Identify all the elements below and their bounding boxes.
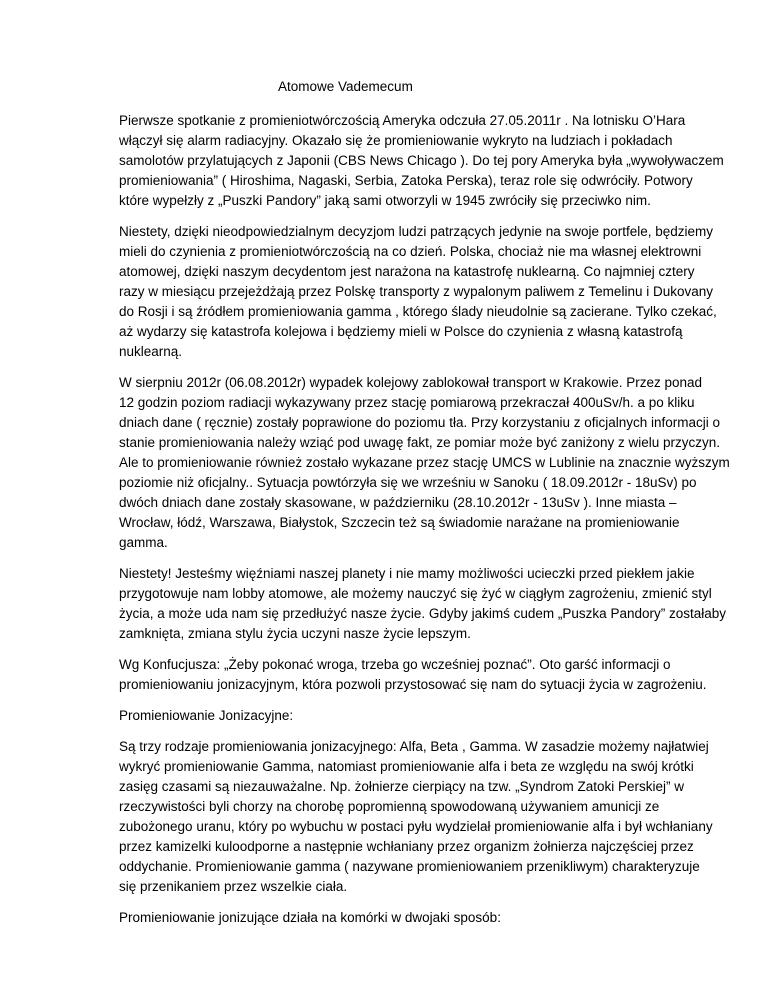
paragraph [119,737,713,897]
text-line: Promieniowanie jonizujące działa na komórki w dwojaki sposób: [119,910,501,925]
paragraph [119,222,717,362]
text-line: samolotów przylatujących z Japonii (CBS News Chicago ). Do tej pory Ameryka była „wywoływaczem [119,153,724,168]
text-line: atomowej, dzięki naszym decydentom jest narażona na katastrofę nuklearną. Co najmniej cztery [119,264,695,279]
text-line: Pierwsze spotkanie z promieniotwórczością Ameryka odczuła 27.05.2011r . Na lotnisku O’Hara [119,113,686,128]
text-line: wykryć promieniowanie Gamma, natomiast promieniowanie alfa i beta ze względu na swój krótki [119,759,694,774]
text-line: dwóch dniach dane zostały skasowane, w październiku (28.10.2012r - 13uSv ). Inne miasta – [119,495,677,510]
text-line: aż wydarzy się katastrofa kolejowa i będziemy mieli w Polsce do czynienia z własną katastrofą [119,324,683,339]
paragraph [119,564,727,644]
text-line: Niestety! Jesteśmy więźniami naszej planety i nie mamy możliwości ucieczki przed piekłem jakie [119,566,695,581]
text-line: Promieniowanie Jonizacyjne: [119,708,294,723]
text-line: promieniowania” ( Hiroshima, Nagaski, Serbia, Zatoka Perska), teraz role się odwróciły. Potwory [119,173,693,188]
text-line: Niestety, dzięki nieodpowiedzialnym decyzjom ludzi patrzących jedynie na swoje portfele, będziemy [119,224,714,239]
text-line: 12 godzin poziom radiacji wykazywany przez stację pomiarową przekraczał 400uSv/h. a po kliku [119,395,695,410]
text-line: Wg Konfucjusza: „Żeby pokonać wroga, trzeba go wcześniej poznać”. Oto garść informacji o [119,657,671,672]
document-title: Atomowe Vademecum [278,79,413,94]
paragraph [119,908,664,928]
text-line: które wypełzły z „Puszki Pandory” jaką sami otworzyli w 1945 zwróciły się przeciwko nim. [119,193,651,208]
text-line: razy w miesiącu przejeżdżają przez Polskę transporty z wypalonym paliwem z Temelinu i Dukovany [119,284,713,299]
paragraph [119,706,664,726]
text-line: przygotowuje nam lobby atomowe, ale możemy nauczyć się żyć w ciągłym zagrożeniu, zmienić styl [119,586,712,601]
paragraph [119,111,724,211]
text-line: promieniowaniu jonizacyjnym, która pozwoli przystosować się nam do sytuacji życia w zagrożeniu. [119,677,707,692]
text-line: mieli do czynienia z promieniotwórczością na co dzień. Polska, chociaż nie ma własnej elektrowni [119,244,702,259]
text-line: W sierpniu 2012r (06.08.2012r) wypadek kolejowy zablokował transport w Krakowie. Przez ponad [119,375,703,390]
text-line: Wrocław, łódź, Warszawa, Białystok, Szczecin też są świadomie narażane na promieniowanie [119,515,680,530]
text-line: gamma. [119,535,168,550]
paragraph [119,373,730,553]
text-line: zubożonego uranu, który po wybuchu w postaci pyłu wydzielał promieniowanie alfa i był wchłaniany [119,819,713,834]
text-line: Są trzy rodzaje promieniowania jonizacyjnego: Alfa, Beta , Gamma. W zasadzie możemy najłatwiej [119,739,709,754]
text-line: rzeczywistości byli chorzy na chorobę popromienną spowodowaną używaniem amunicji ze [119,799,660,814]
text-line: do Rosji i są źródłem promieniowania gamma , którego ślady nieudolnie są zacierane. Tylko czekać, [119,304,717,319]
text-line: Ale to promieniowanie również zostało wykazane przez stację UMCS w Lublinie na znacznie wyższym [119,455,730,470]
text-line: oddychanie. Promieniowanie gamma ( nazywane promieniowaniem przenikliwym) charakteryzuje [119,859,700,874]
document-body [119,111,730,939]
text-line: zamknięta, zmiana stylu życia uczyni nasze życie lepszym. [119,626,471,641]
text-line: się przenikaniem przez wszelkie ciała. [119,879,348,894]
text-line: życia, a może uda nam się przedłużyć nasze życie. Gdyby jakimś cudem „Puszka Pandory” zostałaby [119,606,727,621]
text-line: nuklearną. [119,344,183,359]
text-line: przez kamizelki kuloodporne a następnie wchłaniany przez organizm żołnierza najczęściej przez [119,839,694,854]
text-line: poziomie niż oficjalny.. Sytuacja powtórzyła się we wrześniu w Sanoku ( 18.09.2012r - 18uSv) po [119,475,697,490]
text-line: stanie promieniowania należy wziąć pod uwagę fakt, ze pomiar może być zaniżony z wielu przyczyn. [119,435,721,450]
text-line: zasięg czasami są niezauważalne. Np. żołnierze cierpiący na tzw. „Syndrom Zatoki Perskiej” w [119,779,684,794]
text-line: włączył się alarm radiacyjny. Okazało się że promieniowanie wykryto na ludziach i pokładach [119,133,673,148]
text-line: dniach dane ( ręcznie) zostały poprawione do poziomu tła. Przy korzystaniu z oficjalnych informacji o [119,415,721,430]
paragraph [119,655,707,695]
